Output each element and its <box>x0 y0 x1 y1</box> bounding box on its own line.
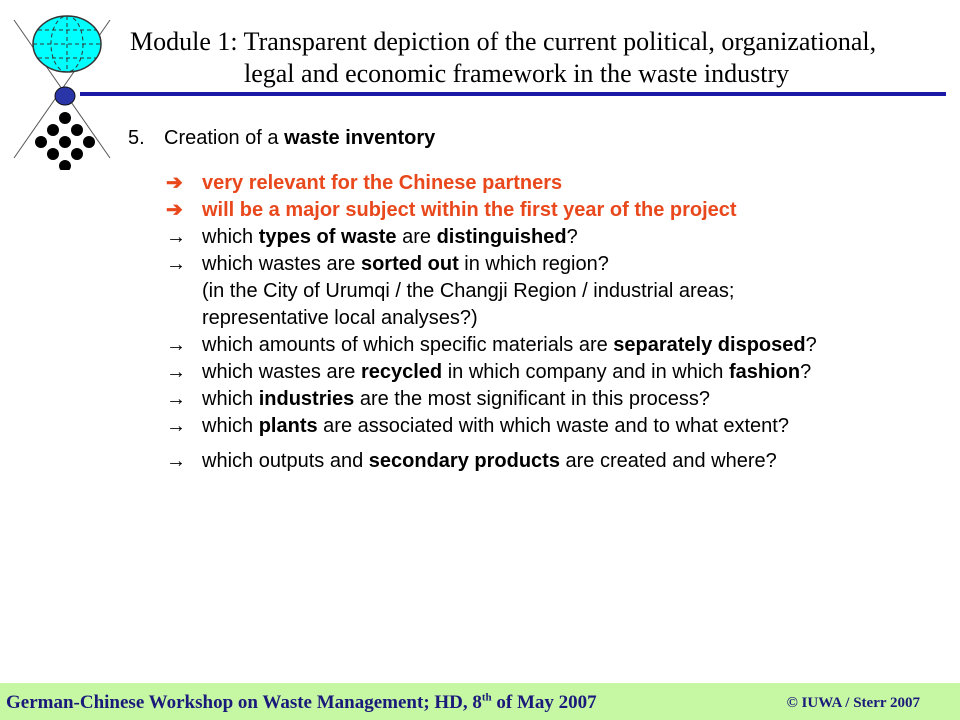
bullet-text: which wastes are <box>202 361 361 383</box>
bullet-text-bold: separately disposed <box>613 334 806 356</box>
bullet-text: very relevant for the Chinese partners <box>202 172 563 194</box>
bullet-text: will be a major subject within the first year of the project <box>202 199 737 221</box>
bullet-text: ? <box>805 334 817 356</box>
bullet-text: which amounts of which specific materials are <box>202 334 614 356</box>
bold-arrow-icon: ➔ <box>166 199 183 221</box>
bullet-item <box>166 359 956 386</box>
bullet-text: are created and where? <box>559 450 777 472</box>
knot-icon <box>55 87 75 105</box>
arrow-icon: → <box>166 450 186 472</box>
bullet-text: are the most significant in this process? <box>354 388 711 410</box>
footer-event-tail: of May 2007 <box>491 692 597 713</box>
globe-icon <box>33 16 101 72</box>
bullet-text-bold: types of waste <box>258 226 397 248</box>
bullet-item <box>166 386 956 413</box>
bullet-text-bold: secondary products <box>368 450 560 472</box>
bullet-text: in which company and in which <box>442 361 729 383</box>
footer-event-main: German-Chinese Workshop on Waste Management; HD, 8 <box>6 692 482 713</box>
bullet-text: which <box>202 415 259 437</box>
bullet-item <box>166 448 956 475</box>
section-text: Creation of a <box>164 127 285 149</box>
bullet-item <box>166 170 956 197</box>
arrow-icon: → <box>166 253 186 275</box>
footer-bar <box>0 683 960 720</box>
logo-graphic <box>0 0 120 170</box>
bullet-text-bold: recycled <box>360 361 443 383</box>
bullet-text: (in the City of Urumqi / the Changji Region / industrial areas; <box>202 280 735 302</box>
bullet-text-bold: distinguished <box>436 226 567 248</box>
bullet-item <box>166 413 956 440</box>
bullet-text: which outputs and <box>202 450 369 472</box>
arrow-icon: → <box>166 388 186 410</box>
bullet-text-bold: industries <box>258 388 355 410</box>
bold-arrow-icon: ➔ <box>166 172 183 194</box>
bullet-text: are <box>396 226 437 248</box>
bullet-item <box>166 251 956 278</box>
bullet-item <box>166 332 956 359</box>
slide-title-line-2: legal and economic framework in the waste industry <box>244 59 790 88</box>
bullet-item <box>166 197 956 224</box>
bullet-text: which <box>202 388 259 410</box>
bullet-item <box>166 224 956 251</box>
slide-title-line-1: Module 1: Transparent depiction of the current political, organizational, <box>130 27 877 56</box>
footer-copyright: © IUWA / Sterr 2007 <box>786 695 920 711</box>
bullet-text: which wastes are <box>202 253 361 275</box>
title-rule <box>80 92 946 96</box>
bullet-text: ? <box>800 361 812 383</box>
bullet-text: representative local analyses?) <box>202 307 478 329</box>
bullet-text-bold: sorted out <box>360 253 459 275</box>
bullet-list <box>166 170 956 475</box>
slide-title <box>130 26 930 90</box>
bullet-text: which <box>202 226 259 248</box>
dots-icon <box>35 112 95 170</box>
footer-event-sup: th <box>481 691 492 704</box>
bullet-text-bold: plants <box>258 415 318 437</box>
bullet-item <box>166 305 956 332</box>
bullet-text: ? <box>566 226 578 248</box>
bullet-text: in which region? <box>458 253 609 275</box>
bullet-text: are associated with which waste and to what extent? <box>317 415 789 437</box>
arrow-icon: → <box>166 361 186 383</box>
footer-event <box>6 692 597 714</box>
section-heading <box>128 127 435 150</box>
arrow-icon: → <box>166 334 186 356</box>
arrow-icon: → <box>166 415 186 437</box>
bullet-text-bold: fashion <box>728 361 801 383</box>
section-number: 5. <box>128 127 145 149</box>
section-text-bold: waste inventory <box>284 127 436 149</box>
arrow-icon: → <box>166 226 186 248</box>
bullet-item <box>166 278 956 305</box>
